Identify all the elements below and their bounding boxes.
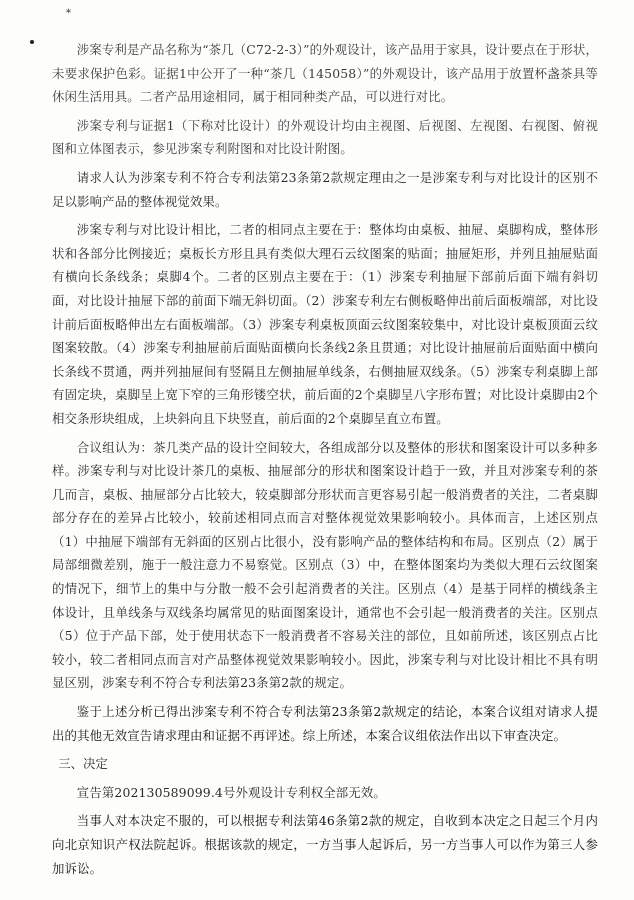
paragraph-decision: 宣告第202130589099.4号外观设计专利权全部无效。 <box>76 784 386 800</box>
paragraph-conclusion: 鉴于上述分析已得出涉案专利不符合专利法第23条第2款规定的结论，本案合议组对请求人提出的其他无效宣告请求理由和证据不再评述。综上所述，本案合议组依法作出以下审查决定。 <box>52 704 598 743</box>
scan-mark: * <box>66 8 71 19</box>
margin-bullet-mark <box>30 40 34 44</box>
document-body <box>52 38 598 885</box>
section-heading-decision: 三、决定 <box>58 756 108 772</box>
paragraph-similarities-differences: 涉案专利与对比设计相比，二者的相同点主要在于：整体均由桌板、抽屉、桌脚构成，整体形状和各部分比例接近；桌板长方形且具有类似大理石云纹图案的贴面；抽屉矩形，并列且抽屉贴面有横向长条线条；桌脚4个。二者的区别点主要在于：（1）涉案专利抽屉下部前后面下端有斜切面，对比设计抽屉下部的前面下端无斜切面。（2）涉案专利左右侧板略伸出前后面板端部，对比设计前后面板略伸出左右面板端部。（3）涉案专利桌板顶面云纹图案较集中，对比设计桌板顶面云纹图案较散。（4）涉案专利抽屉前后面贴面横向长条线2条且贯通；对比设计抽屉前后面贴面中横向长条线不贯通，两并列抽屉间有竖隔且左侧抽屉单线条，右侧抽屉双线条。（5）涉案专利桌脚上部有固定块，桌脚呈上宽下窄的三角形镂空状，前后面的2个桌脚呈八字形布置；对比设计桌脚由2个相交条形块组成，上块斜向且下块竖直，前后面的2个桌脚呈直立布置。 <box>52 222 598 426</box>
paragraph-request-reason: 请求人认为涉案专利不符合专利法第23条第2款规定理由之一是涉案专利与对比设计的区别不足以影响产品的整体视觉效果。 <box>52 169 598 209</box>
paragraph-views: 涉案专利与证据1（下称对比设计）的外观设计均由主视图、后视图、左视图、右视图、俯视图和立体图表示，参见涉案专利附图和对比设计附图。 <box>52 117 598 157</box>
paragraph-product-comparison: 涉案专利是产品名称为“茶几（C72-2-3）”的外观设计，该产品用于家具，设计要点在于形状，未要求保护色彩。证据1中公开了一种“茶几（145058）”的外观设计，该产品用于放置杯盏茶具等休闲生活用具。二者产品用途相同，属于相同种类产品，可以进行对比。 <box>52 42 599 105</box>
paragraph-appeal-notice: 当事人对本决定不服的，可以根据专利法第46条第2款的规定，自收到本决定之日起三个月内向北京知识产权法院起诉。根据该款的规定，一方当事人起诉后，另一方当事人可以作为第三人参加诉讼。 <box>52 813 598 876</box>
paragraph-panel-opinion: 合议组认为：茶几类产品的设计空间较大，各组成部分以及整体的形状和图案设计可以多种多样。涉案专利与对比设计茶几的桌板、抽屉部分的形状和图案设计趋于一致，并且对涉案专利的茶几而言，桌板、抽屉部分占比较大，较桌脚部分形状而言更容易引起一般消费者的关注，二者桌脚部分存在的差异占比较小，较前述相同点而言对整体视觉效果影响较小。具体而言，上述区别点（1）中抽屉下端部有无斜面的区别占比很小，没有影响产品的整体结构和布局。区别点（2）属于局部细微差别，施于一般注意力不易察觉。区别点（3）中，在整体图案均为类似大理石云纹图案的情况下，细节上的集中与分散一般不会引起消费者的关注。区别点（4）是基于同样的横线条主体设计，且单线条与双线条均属常见的贴面图案设计，通常也不会引起一般消费者的关注。区别点（5）位于产品下部，处于使用状态下一般消费者不容易关注的部位，且如前所述，该区别点占比较小，较二者相同点而言对产品整体视觉效果影响较小。因此，涉案专利与对比设计相比不具有明显区别，涉案专利不符合专利法第23条第2款的规定。 <box>52 439 598 691</box>
